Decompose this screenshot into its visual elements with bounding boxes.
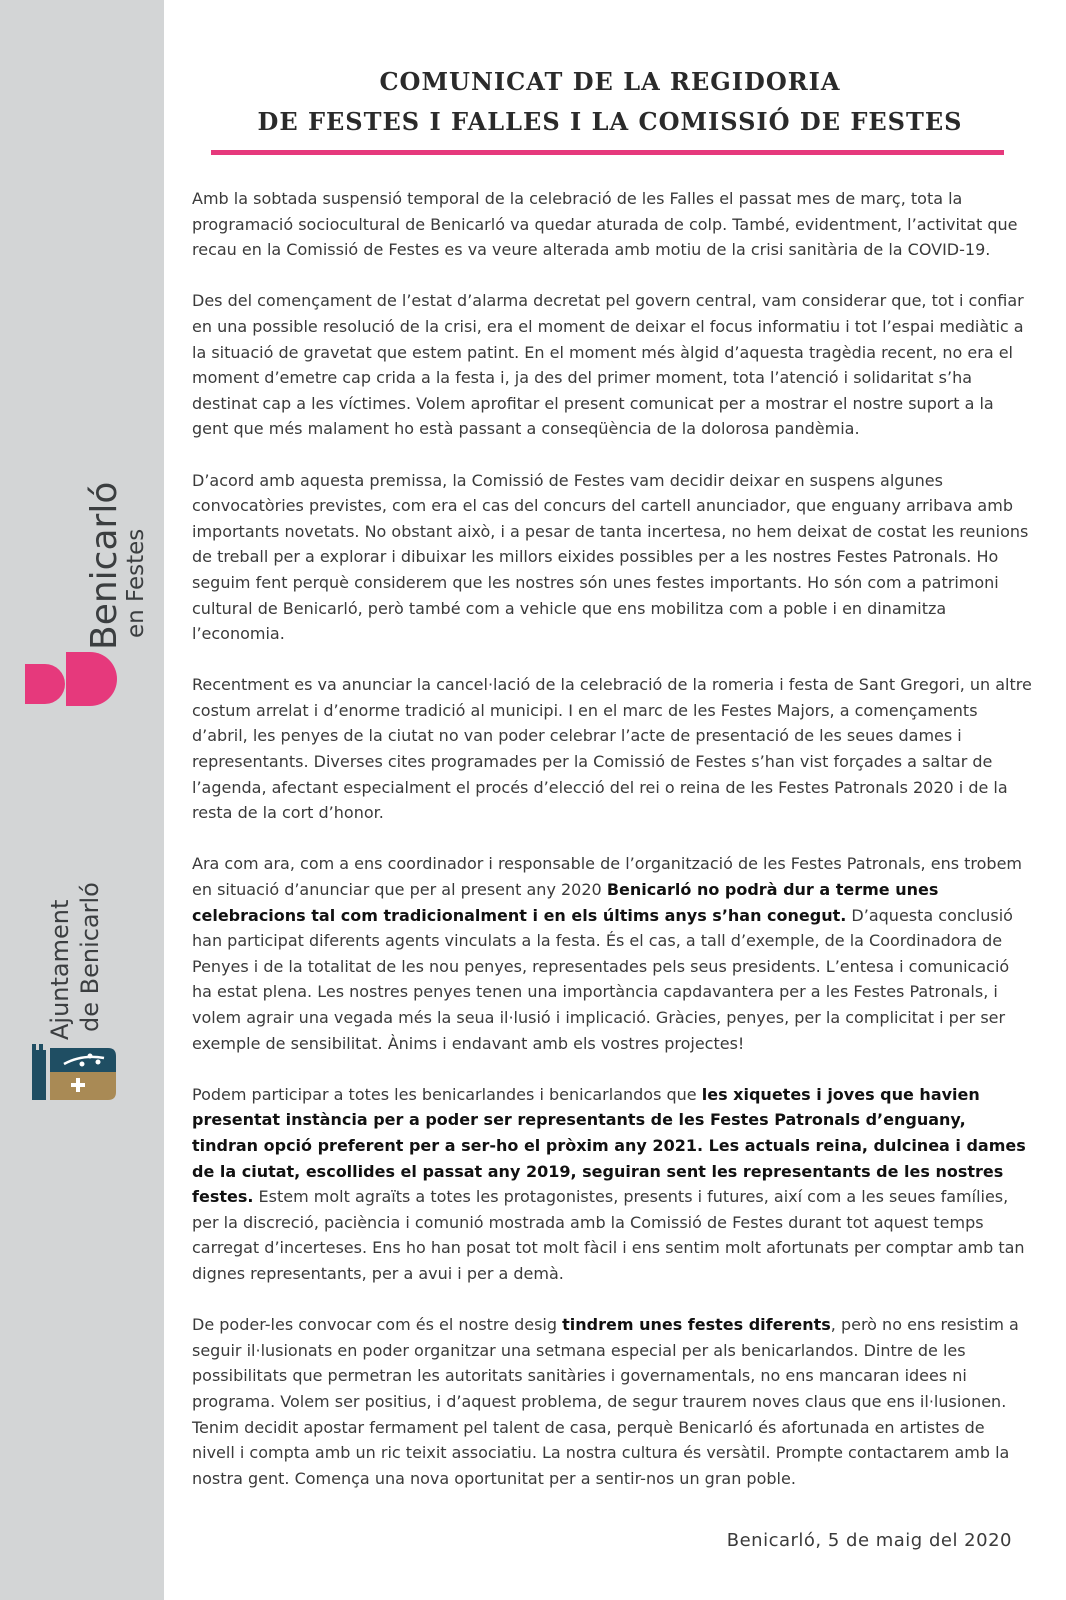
ajuntament-line2: de Benicarló: [76, 882, 104, 1032]
communique-body: [192, 186, 1032, 1517]
paragraph: [192, 851, 1032, 1056]
paragraph: [192, 1312, 1032, 1491]
paragraph-text: Des del començament de l’estat d’alarma decretat pel govern central, vam considerar que, tot i confiar en una possible resolució de la crisi, era el moment de deixar el focus informatiu i tot l’espai mediàtic a la situació de gravetat que estem patint. En el moment més àlgid d’aquesta tragèdia recent, no era el moment d’emetre cap crida a la festa i, ja des del primer moment, tota l’atenció i solidaritat s’ha destinat cap a les víctimes. Volem aprofitar el present comunicat per a mostrar el nostre suport a la gent que més malament ho està passant a conseqüència de la dolorosa pandèmia.: [192, 291, 1024, 439]
date-line: Benicarló, 5 de maig del 2020: [726, 1530, 1012, 1551]
paragraph-text: D’acord amb aquesta premissa, la Comissió de Festes vam decidir deixar en suspens algunes convocatòries previstes, com era el cas del concurs del cartell anunciador, que enguany arribava amb importants novetats. No obstant això, i a pesar de tanta incertesa, no hem deixat de costat les reunions de treball per a explorar i dibuixar les millors eixides possibles per a les nostres Festes Patronals. Ho seguim fent perquè considerem que les nostres són unes festes importants. Ho són com a patrimoni cultural de Benicarló, però també com a vehicle que ens mobilitza com a poble i en dinamitza l’economia.: [192, 470, 1029, 644]
pink-shapes-icon: [20, 650, 130, 710]
logo-subtitle: en Festes: [123, 528, 149, 638]
paragraph: [192, 468, 1032, 647]
paragraph-text: D’aquesta conclusió han participat diferents agents vinculats a la festa. És el cas, a tall d’exemple, de la Coordinadora de Penyes i de la totalitat de les nou penyes, representades pels seus presidents. L’entesa i comunicació ha estat plena. Les nostres penyes tenen una importància capdavantera per a les Festes Patronals, i volem agrair una vegada més la seua il·lusió i implicació. Gràcies, penyes, per la complicitat i per ser exemple de sensibilitat. Ànims i endavant amb els vostres projectes!: [192, 905, 1013, 1053]
paragraph-text: Amb la sobtada suspensió temporal de la celebració de les Falles el passat mes de març, tota la programació sociocultural de Benicarló va quedar aturada de colp. També, evidentment, l’activitat que recau en la Comissió de Festes es va veure alterada amb motiu de la crisi sanitària de la COVID-19.: [192, 189, 1018, 260]
paragraph: [192, 288, 1032, 442]
bold-text: tindrem unes festes diferents: [562, 1315, 831, 1335]
paragraph-text: , però no ens resistim a seguir il·lusionats en poder organitzar una setmana especial per als benicarlandos. Dintre de les possibilitats que permetran les autoritats sanitàries i governamentals, no ens mancaran idees ni programa. Volem ser positius, i d’aquest problema, de segur traurem noves claus que ens il·lusionen. Tenim decidit apostar fermament pel talent de casa, perquè Benicarló és afortunada en artistes de nivell i compta amb un ric teixit associatiu. La nostra cultura és versàtil. Prompte contactarem amb la nostra gent. Comença una nova oportunitat per a sentir-nos un gran poble.: [192, 1315, 1019, 1488]
paragraph-text: Ara com ara, com a ens coordinador i responsable de l’organització de les Festes Patronals, ens trobem en situació d’anunciar que per al present any 2020: [192, 854, 1022, 900]
ajuntament-logo: [30, 870, 130, 1105]
paragraph: [192, 186, 1032, 263]
ajuntament-line1: Ajuntament: [46, 899, 74, 1040]
paragraph-text: Podem participar a totes les benicarlandes i benicarlandos que: [192, 1084, 702, 1104]
benicarlo-en-festes-logo: [20, 481, 149, 725]
paragraph-text: Recentment es va anunciar la cancel·lació de la celebració de la romeria i festa de Sant Gregori, un altre costum arrelat i d’enorme tradició al municipi. I en el marc de les Festes Majors, a començaments d’abril, les penyes de la ciutat no van poder celebrar l’acte de presentació de les seues dames i representants. Diverses cites programades per la Comissió de Festes s’han vist forçades a saltar de l’agenda, afectant especialment el procés d’elecció del rei o reina de les Festes Patronals 2020 i de la resta de la cort d’honor.: [192, 675, 1032, 823]
bold-text: Benicarló no podrà dur a terme unes celebracions tal com tradicionalment i en els últims anys s’han conegut.: [192, 880, 939, 925]
paragraph-text: De poder-les convocar com és el nostre desig: [192, 1315, 563, 1335]
paragraph-text: Estem molt agraïts a totes les protagonistes, presents i futures, així com a les seues famílies, per la discreció, paciència i comunió mostrada amb la Comissió de Festes durant tot aquest temps carregat d’incerteses. Ens ho han posat tot molt fàcil i ens sentim molt afortunats per comptar amb tan dignes representants, per a avui i per a demà.: [192, 1187, 1025, 1283]
bold-text: les xiquetes i joves que havien presentat instància per a poder ser representants de les Festes Patronals d’enguany, tindran opció preferent per a ser-ho el pròxim any 2021. Les actuals reina, dulcinea i dames de la ciutat, escollides el passat any 2019, seguiran sent les representants de les nostres festes.: [192, 1084, 1026, 1207]
paragraph: [192, 672, 1032, 826]
page-title: [204, 62, 1016, 142]
title-underline: [211, 150, 1004, 155]
paragraph: [192, 1082, 1032, 1287]
sidebar: [0, 0, 164, 1600]
coat-of-arms-icon: [30, 1042, 120, 1104]
logo-title: Benicarló: [84, 481, 125, 650]
title-line-2: DE FESTES I FALLES I LA COMISSIÓ DE FESTES: [257, 107, 963, 136]
title-line-1: COMUNICAT DE LA REGIDORIA: [379, 67, 841, 96]
